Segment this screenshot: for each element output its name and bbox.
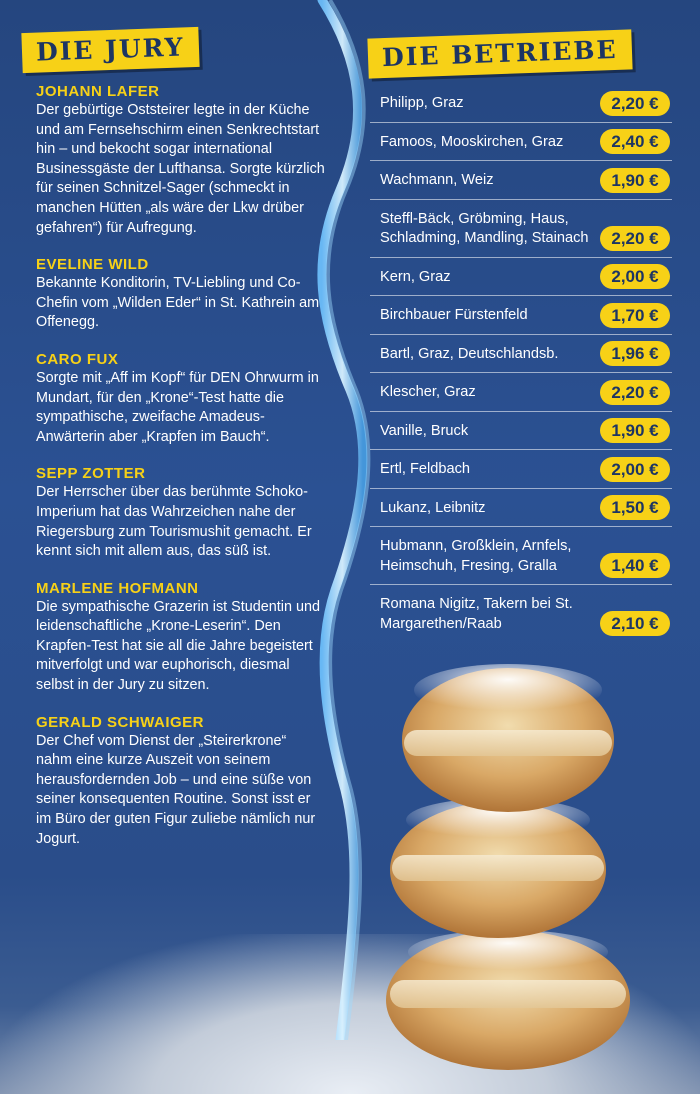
list-item [370, 123, 672, 162]
list-item [370, 296, 672, 335]
list-item [370, 450, 672, 489]
bakery-name: Bartl, Graz, Deutschlandsb. [380, 345, 559, 362]
bakery-name: Klescher, Graz [380, 384, 476, 400]
bakery-name: Famoos, Mooskirchen, Graz [380, 133, 564, 150]
jury-member [36, 713, 326, 850]
bakery-name: Romana Nigitz, Takern bei St. Margarethen/Raab [380, 596, 573, 632]
jury-member [36, 579, 326, 696]
betriebe-list [370, 84, 672, 642]
bakery-name: Kern, Graz [380, 268, 451, 285]
jury-member [36, 350, 326, 447]
krapfen-stack-image [380, 660, 640, 1080]
price-badge: 1,50 € [600, 495, 670, 520]
list-item [370, 161, 672, 200]
krapfen-middle [390, 798, 606, 938]
jury-member-name: JOHANN LAFER [36, 83, 160, 100]
price-badge: 2,10 € [600, 611, 670, 636]
list-item [370, 335, 672, 374]
jury-member-text: Die sympathische Grazerin ist Studentin und leidenschaftliche „Krone-Leserin“. Den Krapfen-Test hat sie all die Jahre begeistert mitverfolgt und war euphorisch, diesmal selbst in der Jury zu sitzen. [36, 598, 320, 694]
jury-member-name: SEPP ZOTTER [36, 465, 146, 483]
bakery-name: Ertl, Feldbach [380, 461, 471, 477]
jury-member-name: CARO FUX [36, 350, 119, 368]
jury-member-text: Sorgte mit „Aff im Kopf“ für DEN Ohrwurm in Mundart, für den „Krone“-Test hatte die sympathische, zweifache Amadeus-Anwärterin aber „Krapfen im Bauch“. [36, 369, 319, 445]
bakery-name: Hubmann, Großklein, Arnfels, Heimschuh, Fresing, Gralla [380, 538, 572, 574]
jury-member [36, 255, 326, 333]
bakery-name: Wachmann, Weiz [380, 172, 494, 188]
price-badge: 2,20 € [600, 91, 670, 116]
jury-member-text: Der Herrscher über das berühmte Schoko-Imperium hat das Wahrzeichen nahe der Riegersburg zum Tourismushit gemacht. Er kennt sich mit allem aus, das süß ist. [36, 484, 312, 560]
jury-member-text: Der gebürtige Oststeirer legte in der Küche und am Fernsehschirm einen Senkrechtstart hin – und bekocht sogar international Businessgäste der Lufthansa. Sorgte kürzlich für seinen Schnitzel-Sager (schmeckt in manchen Hütten „als wäre der Lkw drüber gefahren“) für Aufregung. [36, 102, 325, 236]
jury-member [36, 464, 326, 561]
krapfen-bottom [386, 930, 630, 1070]
price-badge: 1,70 € [600, 303, 670, 328]
jury-member-text: Der Chef vom Dienst der „Steirerkrone“ nahm eine kurze Auszeit von seinem herausfordernden Job – und eine süße von seiner konsequenten Routine. Sonst isst er im Büro der guten Figur zuliebe nämlich nur Jogurt. [36, 732, 316, 847]
list-item [370, 585, 672, 642]
price-badge: 2,20 € [600, 226, 670, 251]
jury-heading: DIE JURY [21, 27, 199, 73]
jury-member-name: GERALD SCHWAIGER [36, 713, 205, 731]
list-item [370, 200, 672, 258]
list-item [370, 489, 672, 528]
jury-member [36, 82, 326, 238]
price-badge: 1,40 € [600, 553, 670, 578]
price-badge: 1,96 € [600, 341, 670, 366]
price-badge: 1,90 € [600, 168, 670, 193]
list-item [370, 412, 672, 451]
bakery-name: Birchbauer Fürstenfeld [380, 307, 528, 323]
jury-member-text: Bekannte Konditorin, TV-Liebling und Co-Chefin vom „Wilden Eder“ in St. Kathrein am Offenegg. [36, 275, 320, 331]
bakery-name: Steffl-Bäck, Gröbming, Haus, Schladming, Mandling, Stainach [380, 210, 589, 246]
list-item [370, 84, 672, 123]
list-item [370, 373, 672, 412]
price-badge: 1,90 € [600, 418, 670, 443]
list-item [370, 527, 672, 585]
bakery-name: Philipp, Graz [380, 95, 464, 111]
bakery-name: Vanille, Bruck [380, 422, 469, 439]
price-badge: 2,20 € [600, 380, 670, 405]
price-badge: 2,40 € [600, 129, 670, 154]
price-badge: 2,00 € [600, 457, 670, 482]
list-item [370, 258, 672, 297]
price-badge: 2,00 € [600, 264, 670, 289]
krapfen-top [402, 664, 614, 812]
jury-member-name: MARLENE HOFMANN [36, 579, 199, 597]
jury-list [36, 82, 326, 866]
jury-member-name: EVELINE WILD [36, 256, 149, 274]
betriebe-heading: DIE BETRIEBE [367, 29, 632, 78]
bakery-name: Lukanz, Leibnitz [380, 499, 486, 516]
